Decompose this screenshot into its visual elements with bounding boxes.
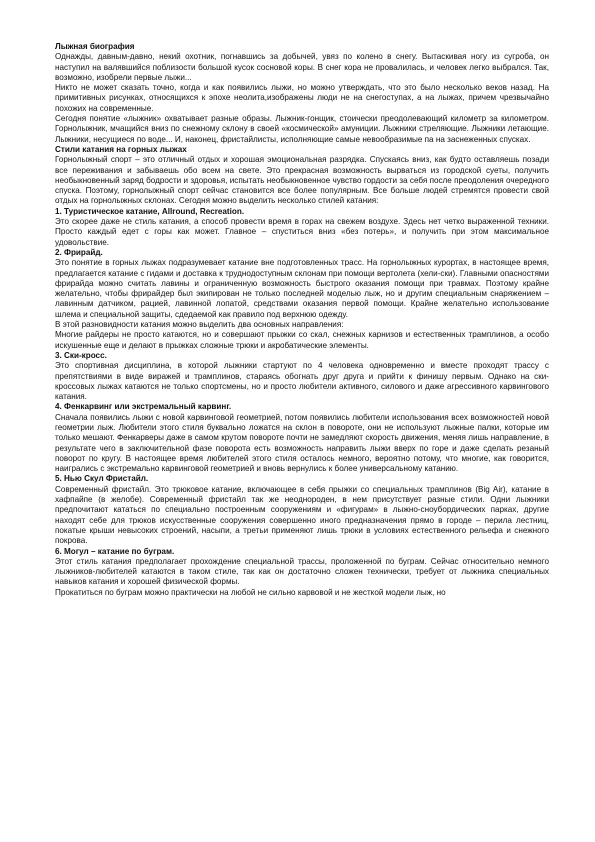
paragraph-9: Это понятие в горных лыжах подразумевает катание вне подготовленных трасс. На горнолыжных курортах, в настоящее время, предлагается катание с гидами и доставка к труднодоступным склонам при помощи вертолета (хели-ски). Главными опасностями фрирайда можно считать лавины и ограниченную возможность быстрого оказания помощи при травмах. Поэтому крайне желательно, чтобы фрирайдер был экипирован не только последней моделью лыж, но и другим специальным снаряжением – лавинным датчиком, рацией, лавинной лопатой, средствами оказания первой помощи. Крайне желательно использование шлема и специальной защиты, сдедаемой как правило под верхнюю одежду. [55,258,549,319]
paragraph-20: Прокатиться по буграм можно практически на любой не сильно карвовой и не жесткой модели лыж, но [55,587,446,597]
section-heading-14: 4. Фенкарвинг или экстремальный карвинг. [55,402,232,412]
section-heading-18: 6. Могул – катание по буграм. [55,546,175,556]
section-heading-16: 5. Нью Скул Фристайл. [55,474,149,484]
paragraph-15: Сначала появились лыжи с новой карвинговой геометрией, потом появились любители использования всех возможностей новой геометрии лыж. Любители этого стиля буквально ложатся на склон в повороте, они не используют лыжные палки, которые им только мешают. Фенкарверы даже в самом крутом повороте почти не замедляют скорость движения, меняя лишь направление, в результате чего в заключительной фазе поворота есть возможность направить лыжи вверх по горе и даже сделать резаный поворот по кругу. В настоящее время любителей этого стиля осталось немного, вероятно потому, что многие, как говорится, наигрались с экстремально карвинговой геометрией и вновь вернулись к более универсальному катанию. [55,412,549,474]
section-heading-8: 2. Фрирайд. [55,247,103,257]
paragraph-11: Многие райдеры не просто катаются, но и совершают прыжки со скал, снежных карнизов и естественных трамплинов, а особо искушенные еще и делают в прыжках сложные трюки и акробатические элементы. [55,330,549,350]
paragraph-10: В этой разновидности катания можно выделить два основных направления: [55,320,344,330]
section-heading-0: Лыжная биография [55,42,135,51]
paragraph-17: Современный фристайл. Это трюковое катание, включающее в себя прыжки со специальных трамплинов (Big Air), катание в хафпайпе (в желобе). Современный фристайл так же неоднороден, в нем присутствует разные стили. Одни лыжники предпочитают кататься по специально построенным сооружениям и «фигурам» в лыжно-сноубордических парках, другие находят себе для трюков искусственные сооружения совершенно иного предназначения прямо в городе – перила лестниц, покатые крыши невысоких строений, насыпи, а третьи применяют лишь трюки в условиях естественного рельефа и снежного покрова. [55,484,549,546]
document-page [55,42,549,598]
paragraph-13: Это спортивная дисциплина, в которой лыжники стартуют по 4 человека одновременно и вместе проходят трассу с препятствиями в виде виражей и трамплинов, стараясь обогнать друг друга и прийти к финишу первым. Однако на ски-кроссовых лыжах катаются не только спортсмены, но и просто любители активного, силового и даже агрессивного карвингового катания. [55,361,549,402]
section-heading-4: Стили катания на горных лыжах [55,144,187,154]
paragraph-3: Сегодня понятие «лыжник» охватывает разные образы. Лыжник-гонщик, стоически преодолевающий километр за километром. Горнолыжник, мчащийся вниз по снежному склону в своей «космической» амуниции. Лыжники стреляющие. Лыжники летающие. Лыжники, несущиеся по воде... И, наконец, фристайлисты, исполняющие самые невообразимые па на заснеженных спусках. [55,114,549,144]
section-heading-12: 3. Ски-кросс. [55,350,107,360]
paragraph-5: Горнолыжный спорт – это отличный отдых и хорошая эмоциональная разрядка. Спускаясь вниз, как будто оставляешь позади все переживания и забываешь обо всем на свете. Это прекрасная возможность вырваться из городской суеты, получить необыкновенный заряд бодрости и здоровья, испытать необыкновенное чувство гордости за себя после преодоления очередного спуска. Поэтому, горнолыжный спорт сейчас становится все более популярным. Все больше людей стремятся провести свой отдых на горнолыжных склонах. Сегодня можно выделить несколько стилей катания: [55,155,549,206]
paragraph-19: Этот стиль катания предполагает прохождение специальной трассы, проложенной по буграм. Сейчас относительно немного лыжников-любителей катаются в таком стиле, так как он достаточно сложен технически, требует от лыжника специальных навыков катания и хорошей физической формы. [55,556,549,587]
paragraph-1: Однажды, давным-давно, некий охотник, погнавшись за добычей, увяз по колено в снегу. Вытаскивая ногу из сугроба, он наступил на валявшийся поблизости большой кусок сосновой коры. В снег кора не провалилась, и человек легко выбрался. Так, возможно, изобрели первые лыжи... [55,52,549,82]
paragraph-2: Никто не может сказать точно, когда и как появились лыжи, но можно утверждать, что это было несколько веков назад. На примитивных рисунках, относящихся к эпохе неолита,изображены люди не на снегоступах, а на лыжах, причем чрезвычайно похожих на современные. [55,83,549,113]
paragraph-7: Это скорее даже не стиль катания, а способ провести время в горах на свежем воздухе. Здесь нет четко выраженной техники. Просто каждый едет с горы как может. Главное – спуститься вниз «без потерь», и получить при этом максимальное удовольствие. [55,217,549,247]
section-heading-6: 1. Туристическое катание, Allround, Recreation. [55,206,245,216]
